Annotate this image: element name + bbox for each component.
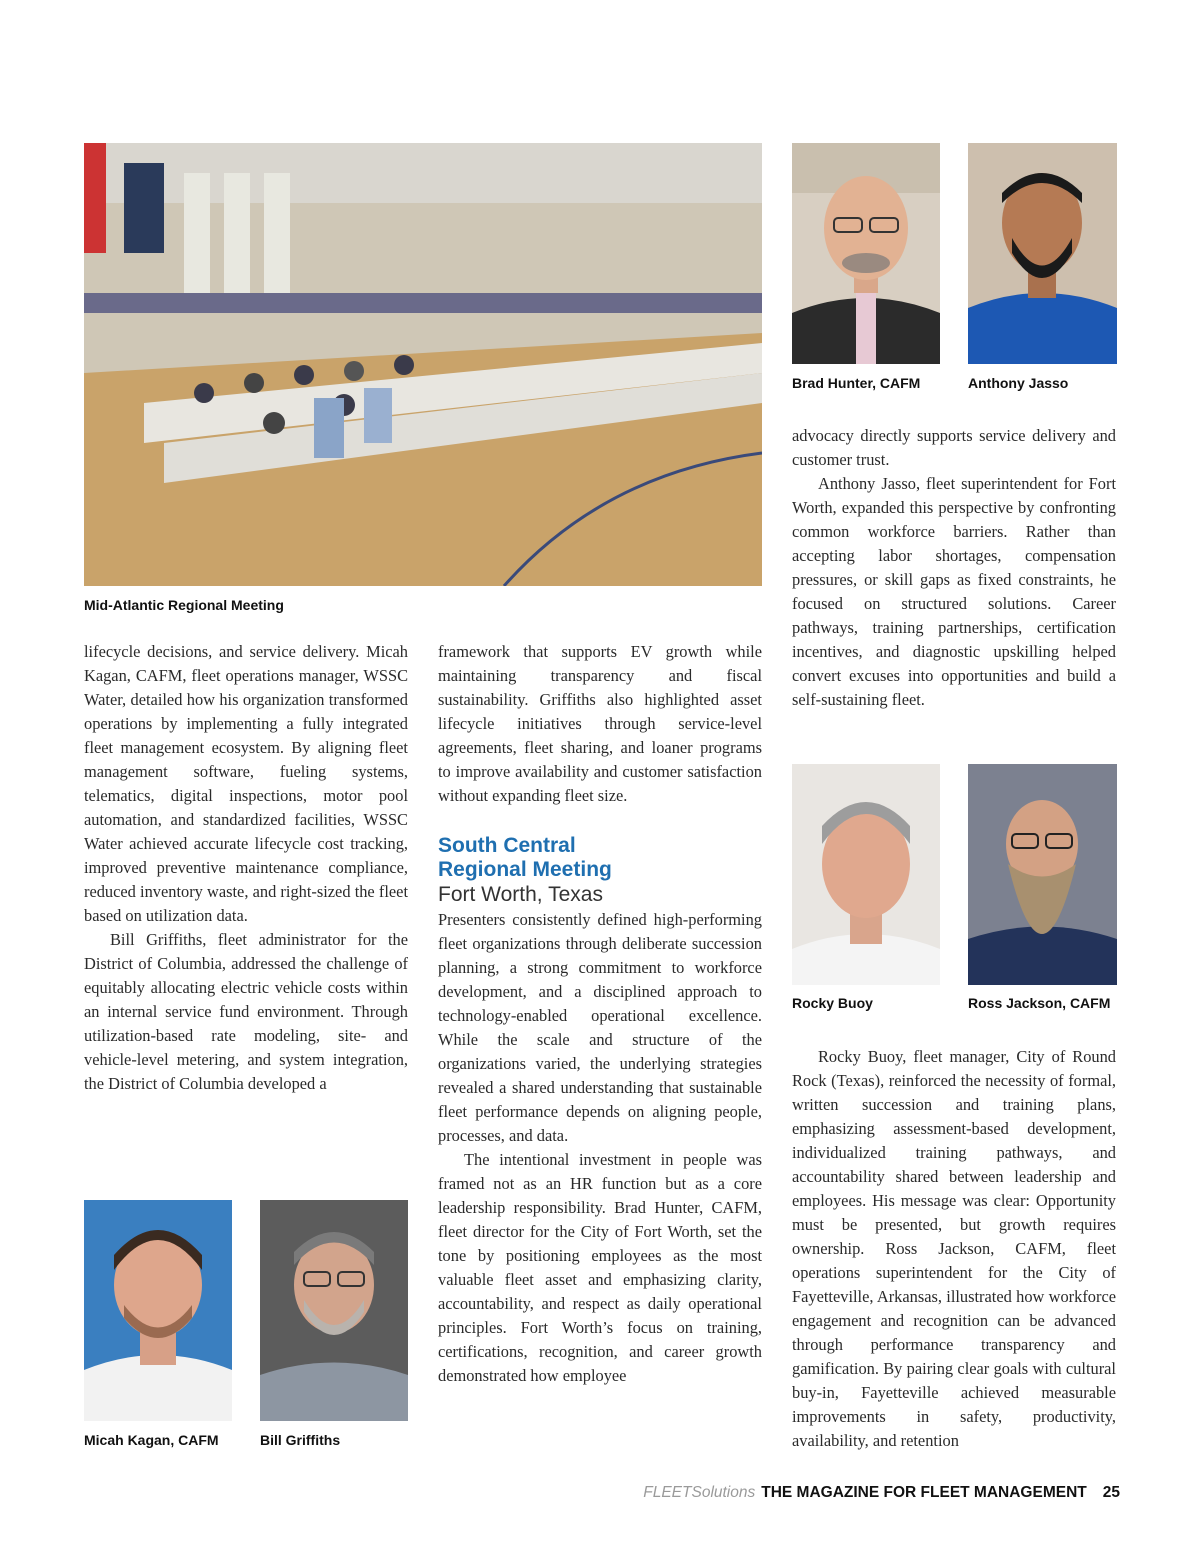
column-2 [438,640,762,1388]
column-3-paragraph-2: Anthony Jasso, fleet superintendent for Fort Worth, expanded this perspective by confronting common workforce barriers. Rather than accepting labor shortages, compensation pressures, or skill gaps as fixed constraints, he focused on structured solutions. Career pathways, training partnerships, certification incentives, and diagnostic upskilling helped convert excuses into opportunities and build a self-sustaining fleet. [792,474,1116,709]
column-3-upper [792,424,1116,712]
bill-griffiths-caption: Bill Griffiths [260,1432,341,1448]
anthony-jasso-caption: Anthony Jasso [968,375,1069,391]
column-2-paragraph-2: Presenters consistently defined high-performing fleet organizations through deliberate succession planning, a strong commitment to workforce development, and a disciplined approach to technology-enabled operational excellence. While the scale and structure of the organizations varied, the underlying strategies revealed a shared understanding that sustainable fleet performance depends on aligning people, processes, and data. [438,910,762,1145]
ross-jackson-photo [968,764,1117,985]
micah-kagan-photo [84,1200,232,1421]
page-number: 25 [1102,1484,1120,1501]
footer-tagline: THE MAGAZINE FOR FLEET MANAGEMENT [761,1484,1087,1501]
column-2-paragraph-3: The intentional investment in people was framed not as an HR function but as a core leadership responsibility. Brad Hunter, CAFM, fleet director for the City of Fort Worth, set the tone by positioning employees as the most valuable fleet asset and emphasizing clarity, accountability, and respect as daily operational principles. Fort Worth’s focus on training, certifications, recognition, and career growth demonstrated how employee [438,1150,762,1385]
brad-hunter-photo [792,143,940,364]
column-1-paragraph-2: Bill Griffiths, fleet administrator for the District of Columbia, addressed the challenge of equitably allocating electric vehicle costs within an internal service fund environment. Through utilization-based rate modeling, site- and vehicle-level metering, and system integration, the District of Columbia developed a [84,930,408,1093]
anthony-jasso-photo [968,143,1117,364]
rocky-buoy-photo [792,764,940,985]
section-heading-line-2: Regional Meeting [438,858,612,881]
column-1 [84,640,408,1096]
page-footer [643,1484,1120,1502]
column-3-paragraph-3: Rocky Buoy, fleet manager, City of Round Rock (Texas), reinforced the necessity of formal, written succession and training plans, emphasizing assessment-based development, individualized training pathways, and accountability shared between leadership and employees. His message was clear: Opportunity must be presented, but growth requires ownership. Ross Jackson, CAFM, fleet operations superintendent for the City of Fayetteville, Arkansas, illustrated how workforce engagement and recognition can be advanced through performance transparency and gamification. By pairing clear goals with cultural buy-in, Fayetteville achieved measurable improvements in safety, productivity, availability, and retention [792,1047,1116,1450]
brad-hunter-caption: Brad Hunter, CAFM [792,375,921,391]
section-heading-line-1: South Central [438,834,576,857]
column-3-lower [792,1045,1116,1453]
section-subheading: Fort Worth, Texas [438,883,603,906]
column-2-paragraph-1: framework that supports EV growth while maintaining transparency and fiscal sustainability. Griffiths also highlighted asset lifecycle initiatives through service-level agreements, fleet sharing, and loaner programs to improve availability and customer satisfaction without expanding fleet size. [438,642,762,805]
meeting-photo [84,143,762,586]
rocky-buoy-caption: Rocky Buoy [792,995,873,1011]
micah-kagan-caption: Micah Kagan, CAFM [84,1432,219,1448]
main-photo-caption: Mid-Atlantic Regional Meeting [84,597,284,613]
column-1-paragraph-1: lifecycle decisions, and service delivery. Micah Kagan, CAFM, fleet operations manager, WSSC Water, detailed how his organization transformed operations by implementing a fully integrated fleet management ecosystem. By aligning fleet management software, fueling systems, telematics, digital inspections, motor pool automation, and standardized facilities, WSSC Water achieved accurate lifecycle cost tracking, improved preventive maintenance compliance, reduced inventory waste, and right-sized the fleet based on utilization data. [84,642,408,925]
footer-brand: FLEETSolutions [643,1484,756,1501]
bill-griffiths-photo [260,1200,408,1421]
ross-jackson-caption: Ross Jackson, CAFM [968,995,1111,1011]
column-3-paragraph-1: advocacy directly supports service delivery and customer trust. [792,426,1116,469]
